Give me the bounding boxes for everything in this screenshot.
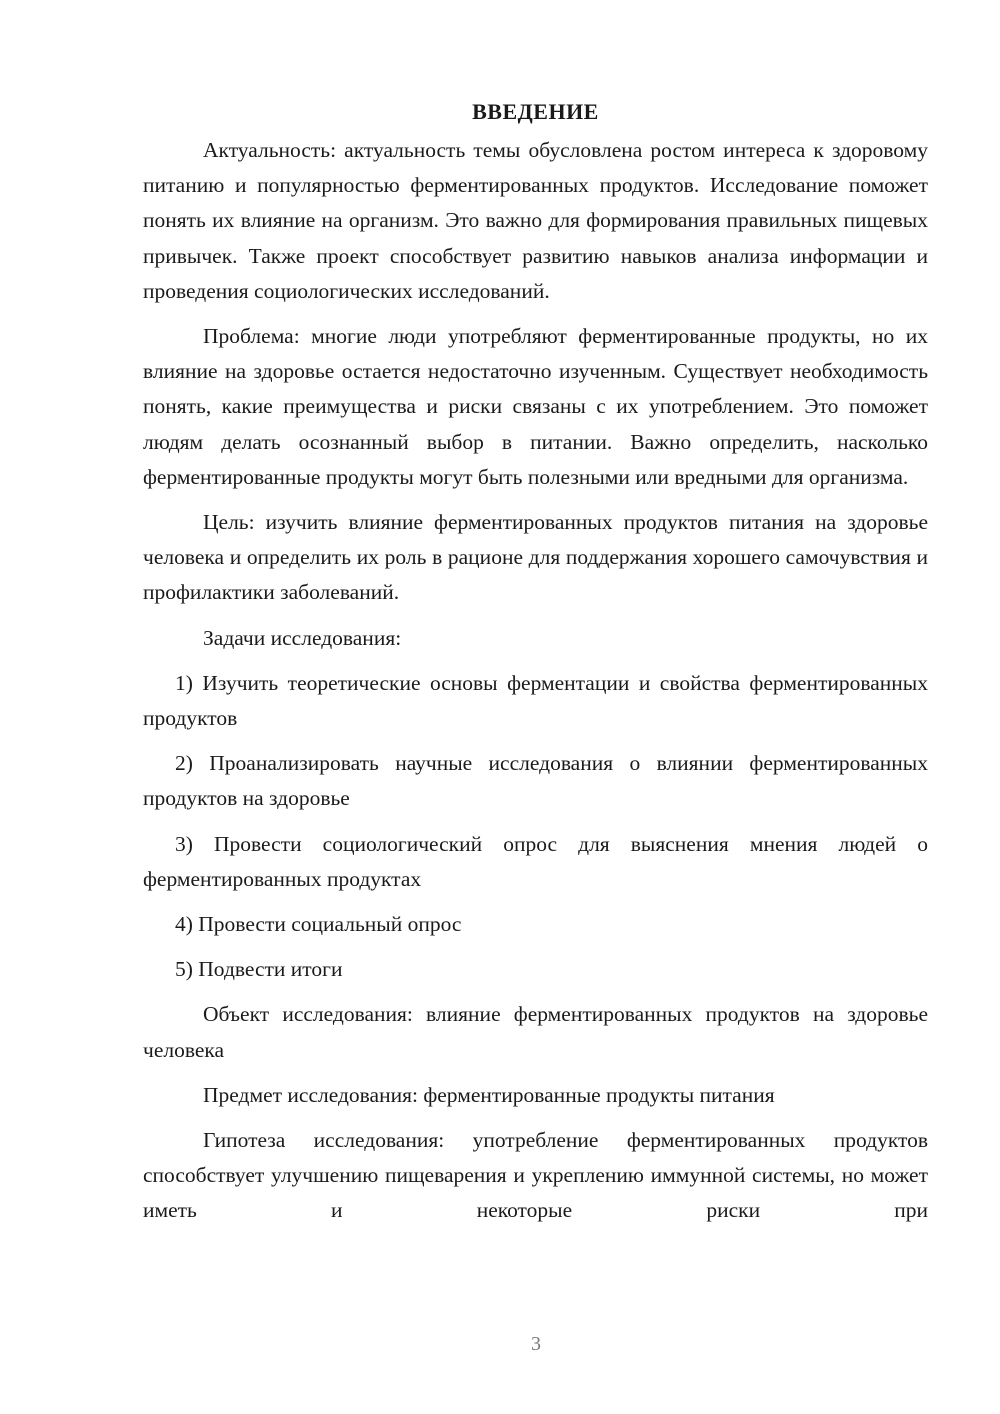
paragraph-goal: Цель: изучить влияние ферментированных продуктов питания на здоровье человека и определить их роль в рационе для поддержания хорошего самочувствия и профилактики заболеваний. (143, 510, 928, 605)
paragraph-relevance: Актуальность: актуальность темы обусловлена ростом интереса к здоровому питанию и популярностью ферментированных продуктов. Исследование поможет понять их влияние на организм. Это важно для формирования правильных пищевых привычек. Также проект способствует развитию навыков анализа информации и проведения социологических исследований. (143, 138, 928, 303)
task-item-4: 4) Провести социальный опрос (175, 912, 462, 937)
task-item-3: 3) Провести социологический опрос для выяснения мнения людей о ферментированных продуктах (143, 831, 928, 891)
paragraph-subject: Предмет исследования: ферментированные продукты питания (203, 1082, 775, 1107)
paragraph-problem: Проблема: многие люди употребляют ферментированные продукты, но их влияние на здоровье остается недостаточно изученным. Существует необходимость понять, какие преимущества и риски связаны с их употреблением. Это поможет людям делать осознанный выбор в питании. Важно определить, насколько ферментированные продукты могут быть полезными или вредными для организма. (143, 324, 928, 489)
page-number: 3 (531, 1333, 541, 1355)
page-title: ВВЕДЕНИЕ (472, 99, 599, 124)
task-item-5: 5) Подвести итоги (175, 957, 343, 982)
paragraph-object: Объект исследования: влияние ферментированных продуктов на здоровье человека (143, 1002, 928, 1062)
task-item-1: 1) Изучить теоретические основы ферментации и свойства ферментированных продуктов (143, 670, 928, 731)
paragraph-tasks-heading: Задачи исследования: (203, 625, 402, 650)
document-body (143, 94, 928, 1239)
task-item-2: 2) Проанализировать научные исследования о влиянии ферментированных продуктов на здоровье (143, 751, 928, 811)
paragraph-hypothesis: Гипотеза исследования: употребление ферментированных продуктов способствует улучшению пищеварения и укреплению иммунной системы, но может иметь и некоторые риски при (143, 1128, 928, 1223)
